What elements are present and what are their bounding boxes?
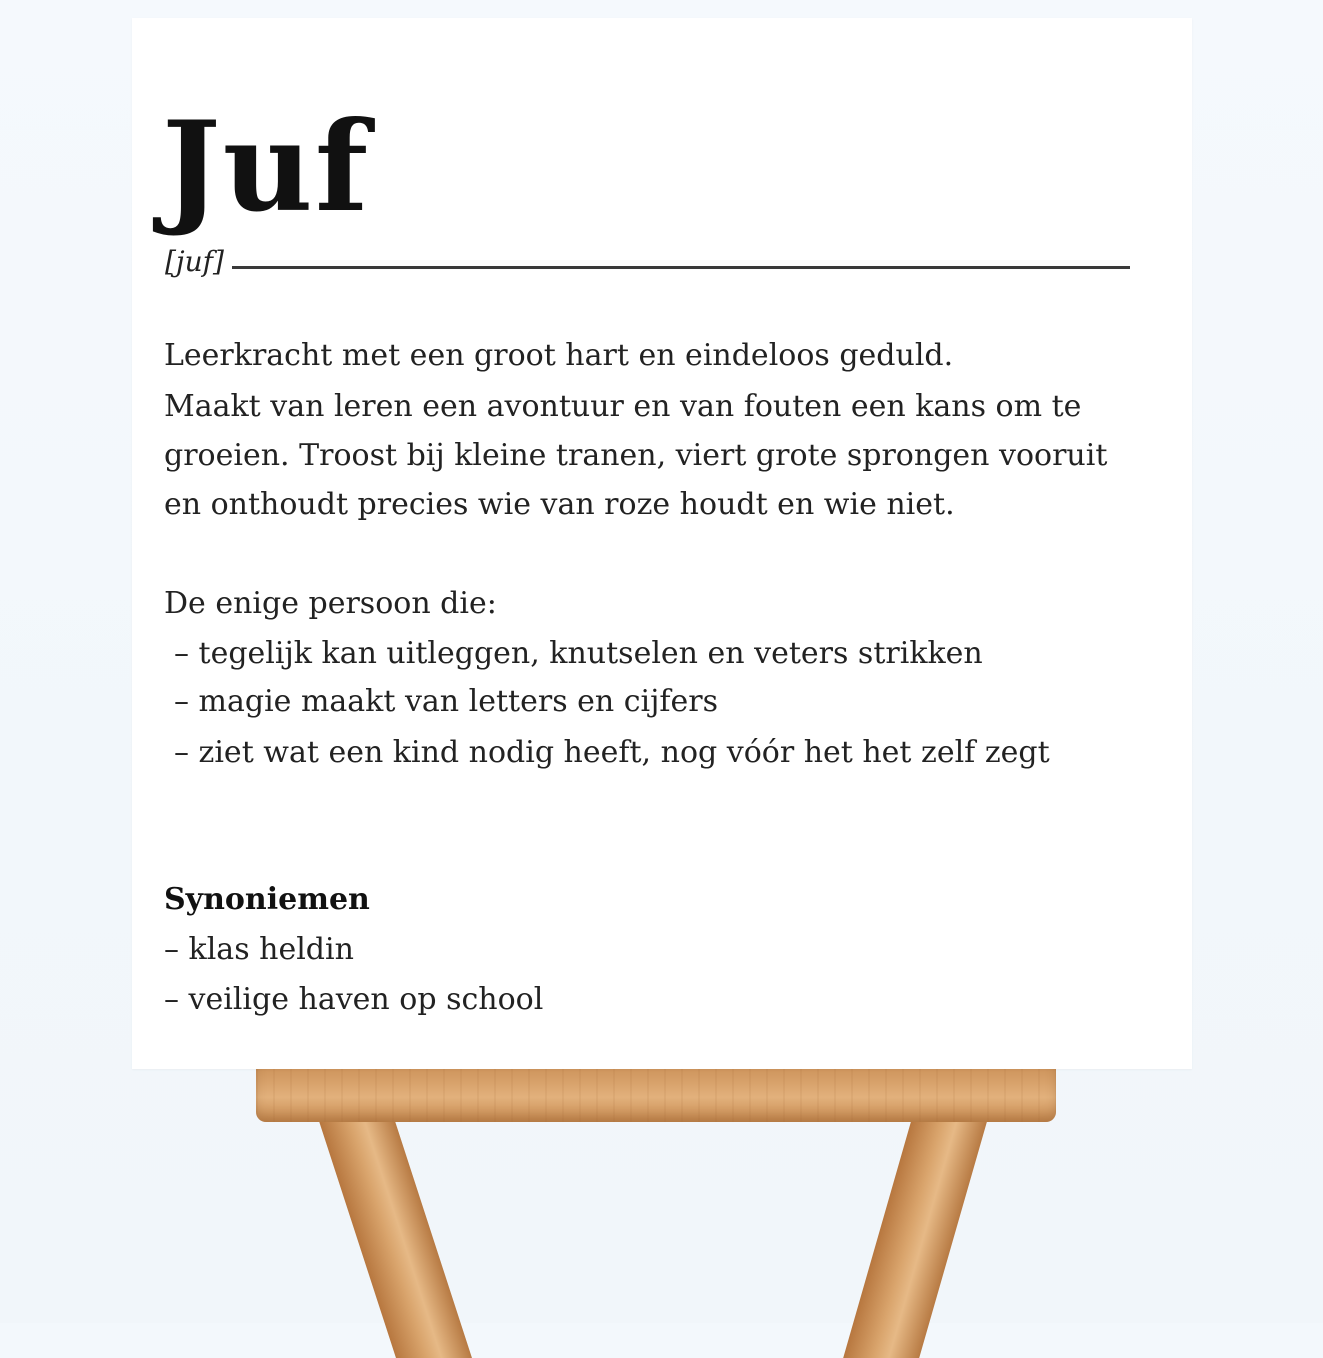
list-item: – tegelijk kan uitleggen, knutselen en veters strikken [174,636,983,671]
definition-line: groeien. Troost bij kleine tranen, viert grote sprongen vooruit [164,438,1108,473]
definition-line: Leerkracht met een groot hart en eindeloos geduld. [164,338,954,373]
easel-wood-grain [256,1060,1056,1122]
list-item: – ziet wat een kind nodig heeft, nog vóór het het zelf zegt [174,735,1050,770]
synonym-item: – veilige haven op school [164,982,544,1017]
divider-line [232,266,1130,269]
definition-line: en onthoudt precies wie van roze houdt en wie niet. [164,487,955,522]
list-item: – magie maakt van letters en cijfers [174,684,719,719]
synonyms-heading: Synoniemen [164,882,370,917]
card-title: Juf [162,95,371,240]
synonym-item: – klas heldin [164,932,354,967]
definition-line: Maakt van leren een avontuur en van fouten een kans om te [164,389,1082,424]
pronunciation: [juf] [165,245,224,278]
definition-card [132,18,1192,1069]
intro-text: De enige persoon die: [164,586,497,621]
pronunciation-row [165,244,1130,280]
